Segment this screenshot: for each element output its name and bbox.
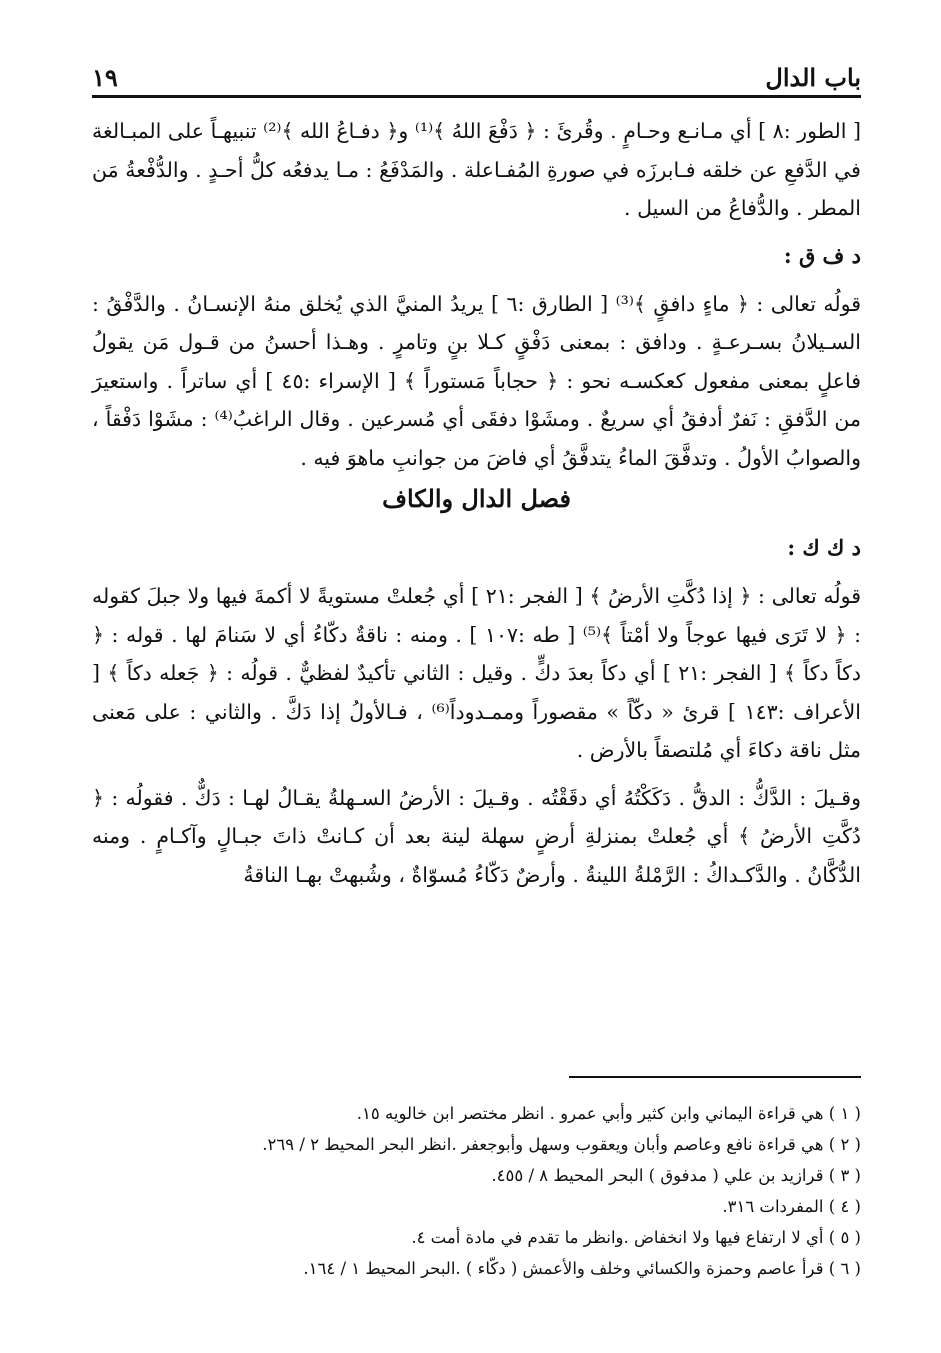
- page-number: ١٩: [92, 63, 118, 92]
- footnote-5: ( ٥ ) أي لا ارتفاع فيها ولا انخفاض .وانظر ما تقدم في مادة أمت ٤.: [411, 1228, 861, 1247]
- paragraph-1: [ الطور :٨ ] أي مـانـع وحـامٍ . وقُرئَ : ﴿ دَفْعَ اللهُ ﴾⁽¹⁾ و﴿ دفـاعُ الله ﴾⁽²⁾ تنبيهـاً على المبـالغة في الدَّفعِ عن خلقه فـابرزَه في صورةِ المُفـاعلة . والمَدْفَعُ : مـا يدفعُه كلُّ أحـدٍ . والدُّفْعةُ مَن المطر . والدُّفاعُ من السيل .: [92, 119, 861, 220]
- main-text: [92, 112, 861, 894]
- paragraph-4: وقـيلَ : الدَّكُّ : الدقُّ . دَكَكْتُهُ أي دقَقْتُه . وقـيلَ : الأرضُ السـهلةُ يقـالُ لهـا : دَكٌّ . فقولُه : ﴿ دُكَّتِ الأرضُ ﴾ أي جُعلتْ بمنزلةِ أرضٍ سهلة لينة بعد أن كـانتْ ذاتَ جبـالٍ وآكـامٍ . ومنه الدُّكَّانُ . والدَّكـداكُ : الرَّمْلةُ اللينةُ . وأرضٌ دَكّاءُ مُسوّاةٌ ، وشُبهتْ بهـا الناقةُ: [92, 785, 861, 887]
- footnote-2: ( ٢ ) هي قراءة نافع وعاصم وأبان ويعقوب وسهل وأبوجعفر .انظر البحر المحيط ٢ / ٢٦٩.: [262, 1135, 861, 1154]
- footnote-4: ( ٤ ) المفردات ٣١٦.: [722, 1197, 861, 1216]
- footnote-1: ( ١ ) هي قراءة اليماني وابن كثير وأبي عمرو . انظر مختصر ابن خالويه ١٥.: [356, 1104, 861, 1123]
- root-heading-dkk: د ك ك :: [787, 535, 861, 560]
- footnote-rule: [569, 1076, 861, 1078]
- paragraph-2: قولُه تعالى : ﴿ ماءٍ دافقٍ ﴾⁽³⁾ [ الطارق :٦ ] يريدُ المنيَّ الذي يُخلق منهُ الإنسـانُ . والدَّفْقُ : السـيلانُ بسـرعـةٍ . ودافق : بمعنى دَفْقٍ كـلا بنٍ وتامرٍ . وهـذا أحسنُ من قـول مَن يقولُ فاعلٍ بمعنى مفعول كعكسـه نحو : ﴿ حجاباً مَستوراً ﴾ [ الإسراء :٤٥ ] أي ساتراً . واستعيرَ من الدَّفقِ : نَفرٌ أدفقُ أي سريعٌ . ومشَوْا دفقَى أي مُسرعين . وقال الراغبُ⁽⁴⁾ : مشَوْا دَفْقاً ، والصوابُ الأولُ . وتدفَّقَ الماءُ يتدفَّقُ أي فاضَ من جوانبِ ماهوَ فيه .: [92, 291, 861, 470]
- root-heading-dfq: د ف ق :: [783, 242, 861, 268]
- paragraph-3: قولُه تعالى : ﴿ إذا دُكَّتِ الأرضُ ﴾ [ الفجر :٢١ ] أي جُعلتْ مستويةً لا أكمةَ فيها ولا جبلَ كقوله : ﴿ لا تَرَى فيها عوجاً ولا أمْتاً ﴾⁽⁵⁾ [ طه :١٠٧ ] . ومنه : ناقةٌ دكّاءُ أي لا سَنامَ لها . قوله : ﴿ دكاً دكاً ﴾ [ الفجر :٢١ ] أي دكاً بعدَ دكٍّ . وقيل : الثاني تأكيدٌ لفظيٌّ . قولُه : ﴿ جَعله دكاً ﴾ [ الأعراف :١٤٣ ] قرئ « دكّاً » مقصوراً وممـدوداً⁽⁶⁾ ، فـالأولُ إذا دَكَّ . والثاني : على مَعنى مثل ناقة دكاءَ أي مُلتصقاً بالأرض .: [92, 584, 861, 762]
- footnote-3: ( ٣ ) قرازيد بن علي ( مدفوق ) البحر المحيط ٨ / ٤٥٥.: [491, 1166, 861, 1185]
- chapter-title: باب الدال: [765, 63, 861, 92]
- section-title: فصل الدال والكاف: [382, 484, 571, 513]
- running-head: [92, 58, 861, 92]
- footnote-6: ( ٦ ) قرأ عاصم وحمزة والكسائي وخلف والأعمش ( دكّاء ) .البحر المحيط ١ / ١٦٤.: [303, 1259, 861, 1278]
- header-rule: [92, 95, 861, 98]
- footnotes: [92, 1098, 861, 1284]
